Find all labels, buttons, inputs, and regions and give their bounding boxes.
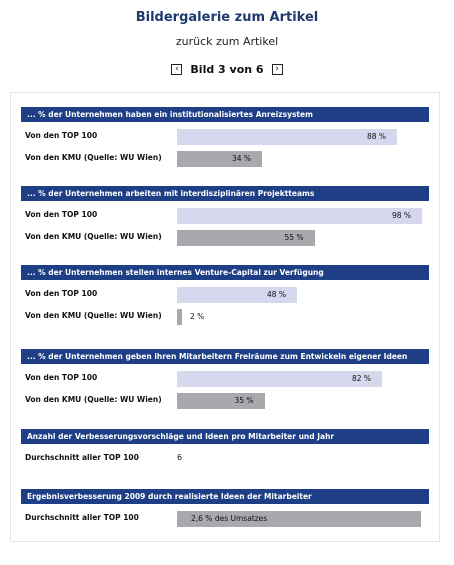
back-to-article-link[interactable]: zurück zum Artikel	[175, 35, 279, 48]
next-image-button[interactable]	[272, 64, 283, 75]
row-label: Von den KMU (Quelle: WU Wien)	[25, 232, 162, 241]
value-label: 2 %	[190, 312, 205, 321]
chart-figure	[10, 92, 440, 542]
panel-header: Anzahl der Verbesserungsvorschläge und Ideen pro Mitarbeiter und Jahr	[21, 429, 429, 444]
row-label: Durchschnitt aller TOP 100	[25, 513, 139, 522]
chevron-left-icon: ‹	[175, 64, 179, 74]
panel-header: ... % der Unternehmen stellen internes Venture-Capital zur Verfügung	[21, 265, 429, 280]
row-label: Von den KMU (Quelle: WU Wien)	[25, 311, 162, 320]
bar	[177, 129, 397, 145]
image-pager	[0, 63, 454, 76]
value-label: 82 %	[352, 374, 372, 383]
value-label: 2,6 % des Umsatzes	[191, 514, 268, 523]
gallery-title: Bildergalerie zum Artikel	[135, 10, 319, 25]
chevron-right-icon: ›	[275, 64, 279, 74]
panel-header: ... % der Unternehmen arbeiten mit interdisziplinären Projektteams	[21, 186, 429, 201]
value-label: 48 %	[267, 290, 287, 299]
row-label: Von den TOP 100	[25, 373, 98, 382]
bar	[177, 208, 422, 224]
row-label: Von den KMU (Quelle: WU Wien)	[25, 395, 162, 404]
value-label: 55 %	[284, 233, 304, 242]
value-label: 98 %	[392, 211, 412, 220]
bar	[177, 309, 182, 325]
image-counter: Bild 3 von 6	[190, 63, 264, 76]
panel-header: ... % der Unternehmen haben ein institutionalisiertes Anreizsystem	[21, 107, 429, 122]
value-label: 6	[177, 453, 183, 462]
row-label: Von den TOP 100	[25, 289, 98, 298]
value-label: 88 %	[367, 132, 387, 141]
row-label: Von den KMU (Quelle: WU Wien)	[25, 153, 162, 162]
row-label: Durchschnitt aller TOP 100	[25, 453, 139, 462]
value-label: 34 %	[232, 154, 252, 163]
panel-header: Ergebnisverbesserung 2009 durch realisierte Ideen der Mitarbeiter	[21, 489, 429, 504]
panel-header: ... % der Unternehmen geben ihren Mitarbeitern Freiräume zum Entwickeln eigener Ideen	[21, 349, 429, 364]
row-label: Von den TOP 100	[25, 210, 98, 219]
prev-image-button[interactable]	[171, 64, 182, 75]
value-label: 35 %	[234, 396, 254, 405]
row-label: Von den TOP 100	[25, 131, 98, 140]
